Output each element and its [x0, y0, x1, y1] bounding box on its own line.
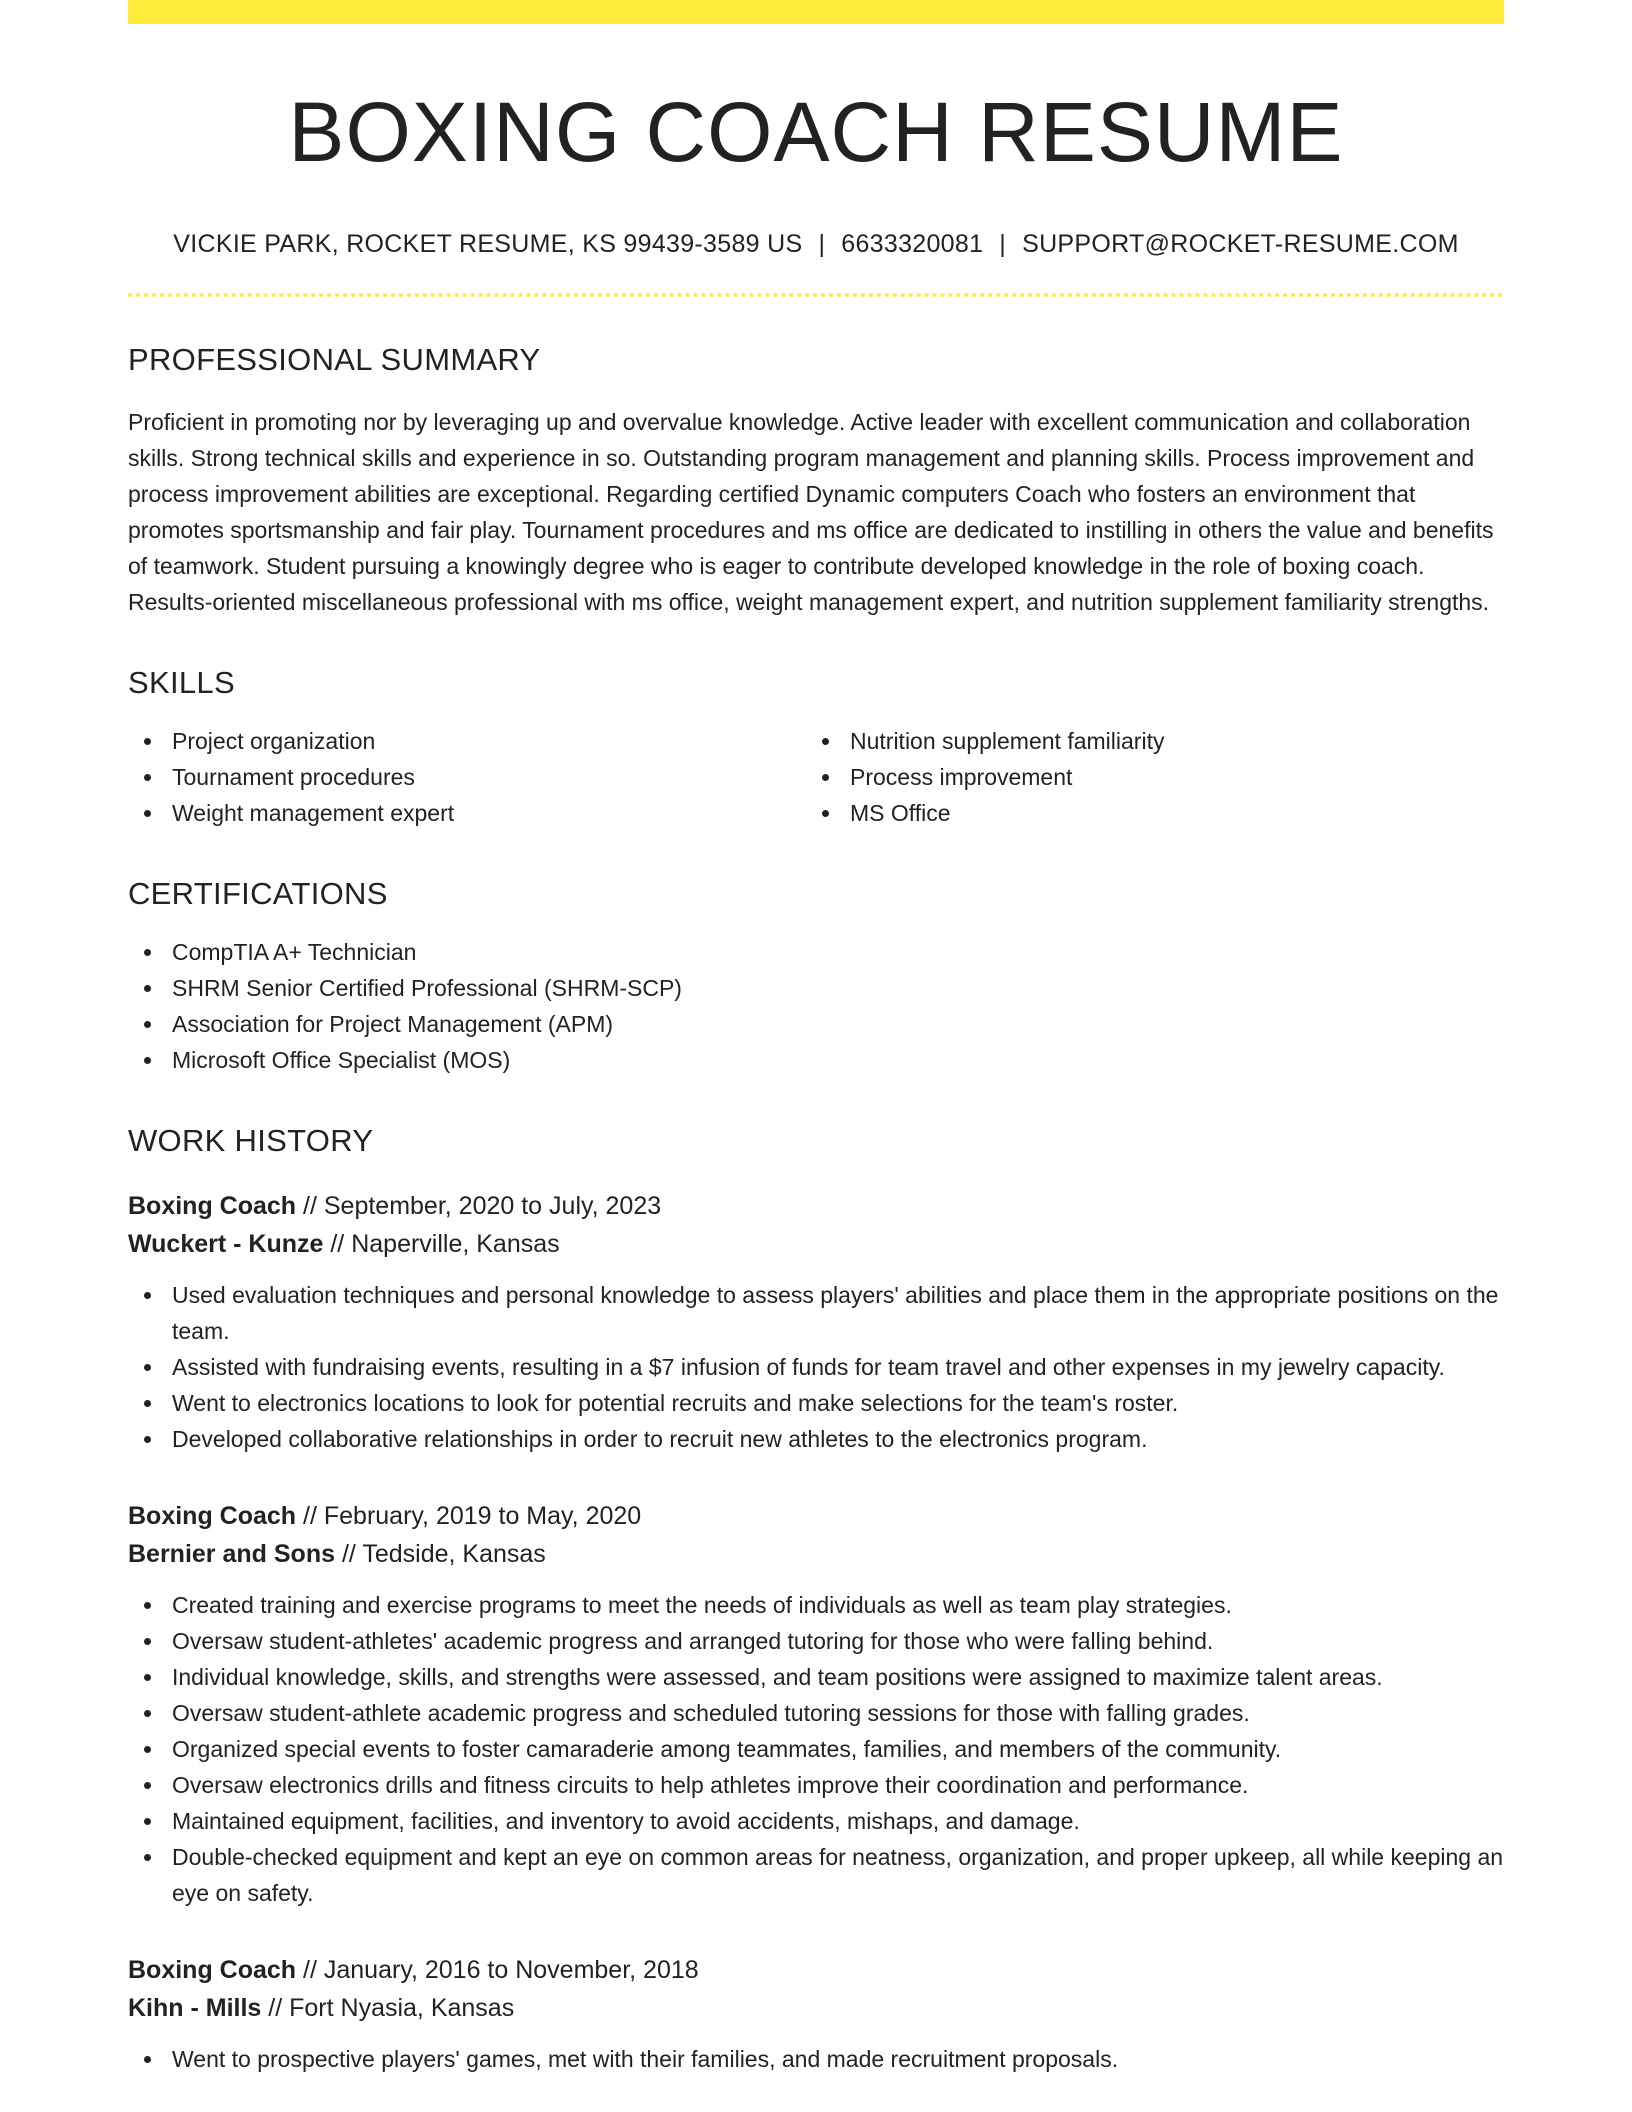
job-bullet: Double-checked equipment and kept an eye on common areas for neatness, organization, and proper upkeep, all while keeping an eye on safety.: [128, 1839, 1504, 1911]
job-title: Boxing Coach: [128, 1192, 297, 1221]
job-separator: //: [323, 1230, 352, 1259]
job-bullet: Oversaw electronics drills and fitness circuits to help athletes improve their coordination and performance.: [128, 1767, 1504, 1803]
job-title-line: [128, 1187, 1504, 1225]
job-bullets: [128, 1587, 1504, 1911]
summary-heading: PROFESSIONAL SUMMARY: [128, 341, 541, 377]
certification-item: Microsoft Office Specialist (MOS): [128, 1042, 1504, 1078]
resume-page: [128, 0, 1504, 2077]
job-separator: //: [261, 1994, 290, 2023]
job-location: Fort Nyasia, Kansas: [289, 1994, 515, 2023]
job-company-line: [128, 1225, 1504, 1263]
contact-email[interactable]: SUPPORT@ROCKET-RESUME.COM: [1022, 229, 1459, 258]
contact-line: [128, 229, 1504, 259]
job-title: Boxing Coach: [128, 1956, 297, 1985]
job-bullet: Assisted with fundraising events, resulting in a $7 infusion of funds for team travel and other expenses in my jewelry capacity.: [128, 1349, 1504, 1385]
header-divider: [128, 293, 1504, 297]
skill-item: Process improvement: [806, 759, 1484, 795]
job-dates: January, 2016 to November, 2018: [323, 1956, 699, 1985]
job-bullet: Created training and exercise programs to meet the needs of individuals as well as team play strategies.: [128, 1587, 1504, 1623]
job-entry: [128, 1187, 1504, 1457]
certification-item: CompTIA A+ Technician: [128, 934, 1504, 970]
job-separator: //: [296, 1192, 324, 1221]
job-company-line: [128, 1989, 1504, 2027]
job-bullet: Used evaluation techniques and personal knowledge to assess players' abilities and place them in the appropriate positions on the team.: [128, 1277, 1504, 1349]
job-entry: [128, 1951, 1504, 2077]
skill-item: Project organization: [128, 723, 806, 759]
skill-item: Tournament procedures: [128, 759, 806, 795]
skill-item: Nutrition supplement familiarity: [806, 723, 1484, 759]
job-bullet: Oversaw student-athlete academic progress and scheduled tutoring sessions for those with falling grades.: [128, 1695, 1504, 1731]
job-entry: [128, 1497, 1504, 1911]
skills-heading: SKILLS: [128, 664, 235, 700]
job-dates: February, 2019 to May, 2020: [323, 1502, 642, 1531]
job-separator: //: [296, 1956, 324, 1985]
job-bullets: [128, 1277, 1504, 1457]
job-separator: //: [335, 1540, 363, 1569]
job-bullet: Developed collaborative relationships in order to recruit new athletes to the electronics program.: [128, 1421, 1504, 1457]
job-bullet: Individual knowledge, skills, and strengths were assessed, and team positions were assigned to maximize talent areas.: [128, 1659, 1504, 1695]
accent-bar: [128, 0, 1504, 24]
job-bullets: [128, 2041, 1504, 2077]
skill-item: MS Office: [806, 795, 1484, 831]
certification-item: SHRM Senior Certified Professional (SHRM-SCP): [128, 970, 1504, 1006]
job-title-line: [128, 1951, 1504, 1989]
contact-separator: |: [999, 229, 1007, 258]
job-bullet: Organized special events to foster camaraderie among teammates, families, and members of the community.: [128, 1731, 1504, 1767]
job-location: Naperville, Kansas: [351, 1230, 560, 1259]
job-location: Tedside, Kansas: [362, 1540, 546, 1569]
job-title: Boxing Coach: [128, 1502, 297, 1531]
skills-column-left: [128, 723, 806, 831]
job-company: Bernier and Sons: [128, 1540, 335, 1569]
certifications-heading: CERTIFICATIONS: [128, 875, 388, 911]
job-bullet: Maintained equipment, facilities, and inventory to avoid accidents, mishaps, and damage.: [128, 1803, 1504, 1839]
skills-list: [128, 723, 1504, 831]
contact-address: VICKIE PARK, ROCKET RESUME, KS 99439-3589 US: [173, 229, 803, 258]
job-bullet: Went to electronics locations to look for potential recruits and make selections for the team's roster.: [128, 1385, 1504, 1421]
skills-column-right: [806, 723, 1484, 831]
contact-phone: 6633320081: [841, 229, 984, 258]
summary-text: Proficient in promoting nor by leveraging up and overvalue knowledge. Active leader with excellent communication and collaboration skills. Strong technical skills and experience in so. Outstanding program management and planning skills. Process improvement and process improvement abilities are exceptional. Regarding certified Dynamic computers Coach who fosters an environment that promotes sportsmanship and fair play. Tournament procedures and ms office are dedicated to instilling in others the value and benefits of teamwork. Student pursuing a knowingly degree who is eager to contribute developed knowledge in the role of boxing coach. Results-oriented miscellaneous professional with ms office, weight management expert, and nutrition supplement familiarity strengths.: [128, 408, 1494, 615]
job-separator: //: [296, 1502, 324, 1531]
job-dates: September, 2020 to July, 2023: [323, 1192, 662, 1221]
job-company: Wuckert - Kunze: [128, 1230, 324, 1259]
certifications-list: [128, 934, 1504, 1078]
job-title-line: [128, 1497, 1504, 1535]
skill-item: Weight management expert: [128, 795, 806, 831]
job-bullet: Went to prospective players' games, met with their families, and made recruitment proposals.: [128, 2041, 1504, 2077]
resume-title: BOXING COACH RESUME: [288, 85, 1344, 179]
job-bullet: Oversaw student-athletes' academic progress and arranged tutoring for those who were falling behind.: [128, 1623, 1504, 1659]
work-history-heading: WORK HISTORY: [128, 1123, 374, 1159]
certification-item: Association for Project Management (APM): [128, 1006, 1504, 1042]
job-company: Kihn - Mills: [128, 1994, 262, 2023]
job-company-line: [128, 1535, 1504, 1573]
contact-separator: |: [818, 229, 826, 258]
